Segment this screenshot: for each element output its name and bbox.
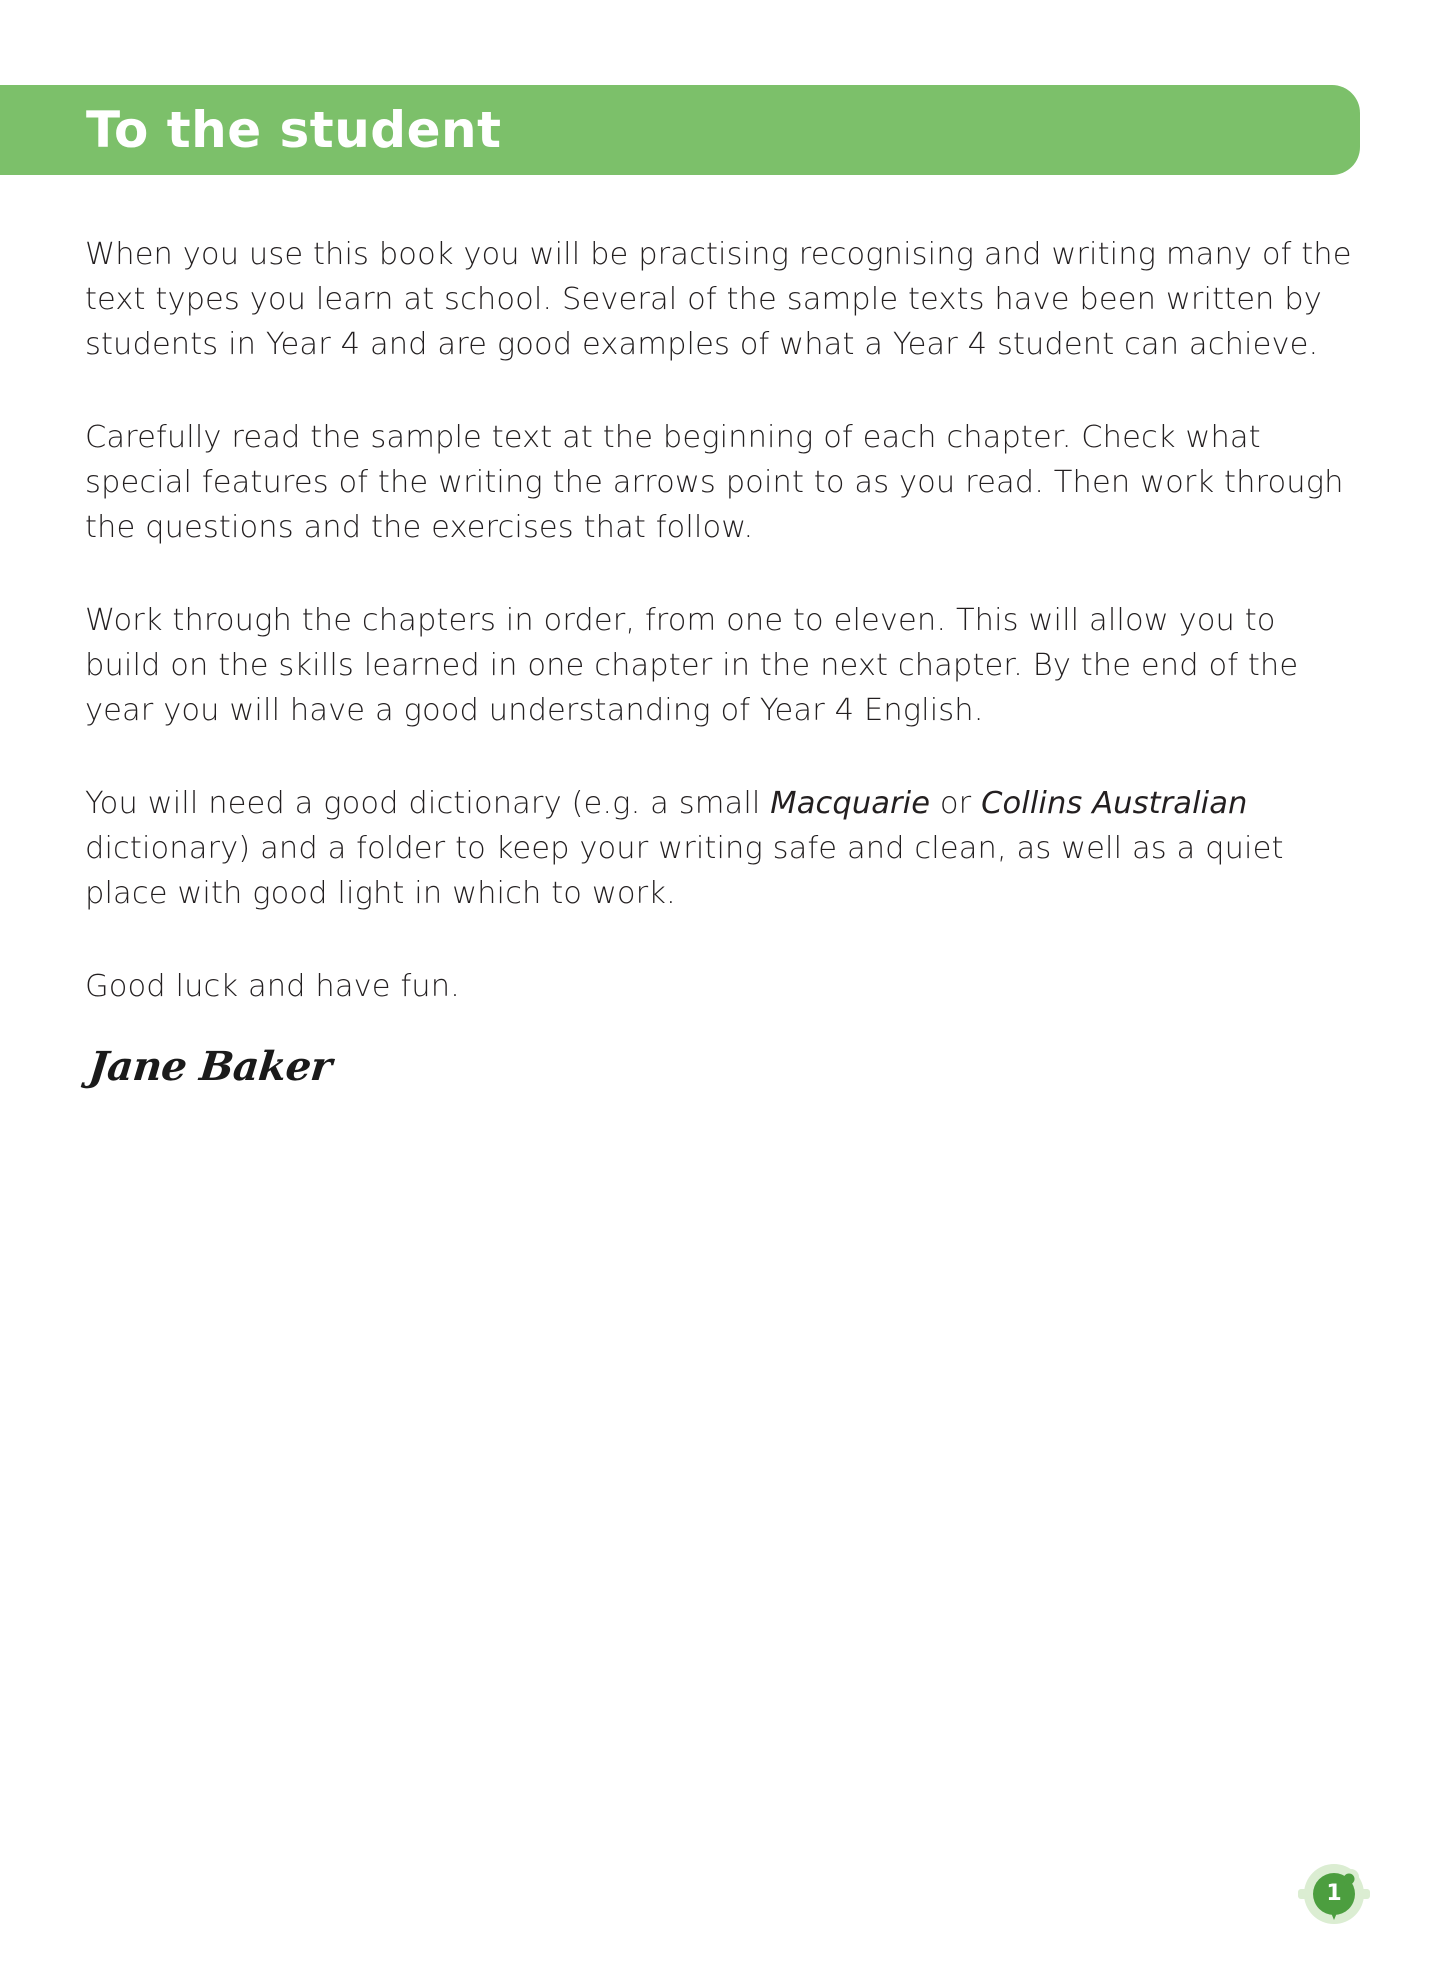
- paragraph-1: [85, 232, 1353, 367]
- text-run: You will need a good dictionary (e.g. a small: [85, 786, 771, 821]
- paragraph-4: [85, 781, 1353, 916]
- italic-run: Collins Australian: [981, 786, 1248, 821]
- text-run: When you use this book you will be practising recognising and writing many of the text types you learn at school. Several of the sample texts have been written by students in Year 4 and are good examples of what a Year 4 student can achieve.: [85, 237, 1352, 362]
- text-run: Carefully read the sample text at the beginning of each chapter. Check what special features of the writing the arrows point to as you read. Then work through the questions and the exercises that follow.: [85, 420, 1344, 545]
- body-content: [85, 232, 1353, 1090]
- author-signature: Jane Baker: [86, 1043, 334, 1090]
- page-number-label: 1: [1326, 1881, 1342, 1906]
- text-run: dictionary) and a folder to keep your writing safe and clean, as well as a quiet place with good light in which to work.: [85, 831, 1284, 911]
- paragraph-3: [85, 598, 1353, 733]
- paragraph-5: [85, 964, 1353, 1009]
- page-header-banner: [0, 85, 1360, 175]
- text-run: or: [930, 786, 982, 821]
- italic-run: Macquarie: [770, 786, 931, 821]
- page-title: To the student: [86, 101, 502, 159]
- text-run: Good luck and have fun.: [85, 969, 460, 1004]
- paragraph-2: [85, 415, 1353, 550]
- text-run: Work through the chapters in order, from one to eleven. This will allow you to build on the skills learned in one chapter in the next chapter. By the end of the year you will have a good understanding of Year 4 English.: [85, 603, 1299, 728]
- page-number-badge: [1296, 1856, 1372, 1932]
